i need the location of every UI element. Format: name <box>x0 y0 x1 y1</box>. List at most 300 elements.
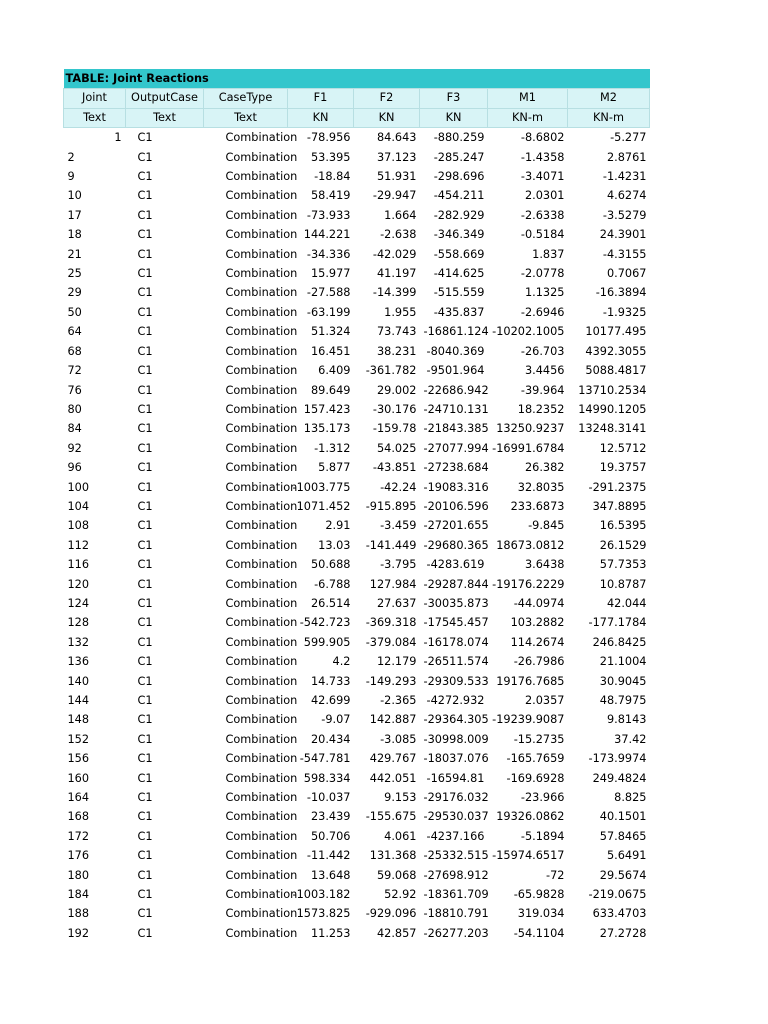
cell-casetype: Combination <box>225 616 298 630</box>
cell-outputcase: C1 <box>137 635 153 649</box>
cell-outputcase: C1 <box>137 150 153 164</box>
cell-m2: 246.8425 <box>592 635 647 649</box>
cell-outputcase: C1 <box>137 267 153 281</box>
cell-outputcase: C1 <box>137 189 153 203</box>
cell-m2: -16.3894 <box>595 286 647 300</box>
cell-m2: 4392.3055 <box>585 344 647 358</box>
cell-f2: 9.153 <box>384 791 417 805</box>
cell-joint: 136 <box>67 655 90 669</box>
cell-casetype: Combination <box>225 926 298 940</box>
cell-m1: -26.7986 <box>513 655 565 669</box>
cell-outputcase: C1 <box>137 771 153 785</box>
cell-m1: -15974.6517 <box>492 849 565 863</box>
cell-m1: -169.6928 <box>506 771 565 785</box>
cell-m2: 26.1529 <box>599 538 647 552</box>
cell-outputcase: C1 <box>137 829 153 843</box>
cell-m1: 18.2352 <box>517 402 565 416</box>
table-row <box>64 400 650 419</box>
cell-casetype: Combination <box>225 267 298 281</box>
table-row <box>64 633 650 652</box>
column-header-f2: F2 <box>354 89 420 108</box>
cell-m1: -39.964 <box>520 383 565 397</box>
cell-m2: 21.1004 <box>599 655 647 669</box>
cell-f2: -29.947 <box>372 189 417 203</box>
cell-f1: 135.173 <box>303 422 351 436</box>
cell-joint: 100 <box>67 480 90 494</box>
table-row <box>64 924 650 943</box>
cell-f3: -17545.457 <box>423 616 489 630</box>
table-row <box>64 186 650 205</box>
cell-f2: -30.176 <box>372 402 417 416</box>
cell-m1: 19326.0862 <box>496 810 565 824</box>
cell-m2: 24.3901 <box>599 228 647 242</box>
table-row <box>64 283 650 302</box>
cell-outputcase: C1 <box>137 888 153 902</box>
cell-joint: 104 <box>67 499 90 513</box>
cell-f3: -880.259 <box>433 131 485 145</box>
cell-f3: -298.696 <box>433 170 485 184</box>
cell-joint: 132 <box>67 635 90 649</box>
cell-joint: 116 <box>67 558 90 572</box>
table-row <box>64 866 650 885</box>
cell-m2: 13710.2534 <box>578 383 647 397</box>
cell-f1: 13.03 <box>318 538 351 552</box>
cell-f3: -16594.81 <box>426 771 485 785</box>
cell-outputcase: C1 <box>137 674 153 688</box>
cell-casetype: Combination <box>225 131 298 145</box>
cell-joint: 64 <box>67 325 82 339</box>
cell-f3: -29364.305 <box>423 713 489 727</box>
cell-joint: 29 <box>67 286 82 300</box>
cell-joint: 140 <box>67 674 90 688</box>
column-header-row <box>64 89 650 108</box>
cell-f3: -27201.655 <box>423 519 489 533</box>
cell-m2: 347.8895 <box>592 499 647 513</box>
cell-casetype: Combination <box>225 441 298 455</box>
cell-f2: 4.061 <box>384 829 417 843</box>
cell-m2: 42.044 <box>606 596 647 610</box>
table-row <box>64 672 650 691</box>
cell-m2: 40.1501 <box>599 810 647 824</box>
cell-f3: -346.349 <box>433 228 485 242</box>
cell-outputcase: C1 <box>137 286 153 300</box>
cell-m1: 2.0301 <box>524 189 565 203</box>
cell-outputcase: C1 <box>137 655 153 669</box>
cell-f2: 38.231 <box>376 344 417 358</box>
cell-f1: 1573.825 <box>296 907 351 921</box>
cell-m2: -177.1784 <box>588 616 647 630</box>
cell-joint: 25 <box>67 267 82 281</box>
cell-f3: -20106.596 <box>423 499 489 513</box>
cell-f3: -285.247 <box>433 150 485 164</box>
cell-joint: 124 <box>67 596 90 610</box>
cell-outputcase: C1 <box>137 344 153 358</box>
cell-f2: 59.068 <box>376 868 417 882</box>
cell-outputcase: C1 <box>137 558 153 572</box>
cell-f1: 50.706 <box>310 829 351 843</box>
cell-joint: 9 <box>67 170 75 184</box>
cell-m1: -65.9828 <box>513 888 565 902</box>
cell-m2: 10.8787 <box>599 577 647 591</box>
cell-f3: -24710.131 <box>423 402 489 416</box>
cell-f1: 2.91 <box>325 519 351 533</box>
cell-joint: 188 <box>67 907 90 921</box>
cell-casetype: Combination <box>225 422 298 436</box>
column-header-f3: F3 <box>420 89 488 108</box>
cell-f2: -2.638 <box>380 228 417 242</box>
unit-header-f3: KN <box>420 108 488 127</box>
cell-m2: 27.2728 <box>599 926 647 940</box>
cell-m2: -1.4231 <box>602 170 647 184</box>
cell-joint: 112 <box>67 538 90 552</box>
cell-f1: -34.336 <box>306 247 351 261</box>
cell-f1: -1003.775 <box>292 480 351 494</box>
cell-joint: 192 <box>67 926 90 940</box>
cell-f3: -22686.942 <box>423 383 489 397</box>
cell-casetype: Combination <box>225 247 298 261</box>
table-row <box>64 148 650 167</box>
table-row <box>64 613 650 632</box>
cell-f2: 12.179 <box>376 655 417 669</box>
cell-joint: 160 <box>67 771 90 785</box>
table-row <box>64 710 650 729</box>
cell-m1: -19176.2229 <box>492 577 565 591</box>
unit-header-row <box>64 108 650 127</box>
cell-casetype: Combination <box>225 694 298 707</box>
cell-m1: -9.845 <box>528 519 565 533</box>
cell-outputcase: C1 <box>137 791 153 805</box>
cell-casetype: Combination <box>225 849 298 863</box>
table-row <box>64 264 650 283</box>
cell-f2: -42.029 <box>372 247 417 261</box>
cell-joint: 17 <box>67 208 82 222</box>
cell-f3: -18361.709 <box>423 888 489 902</box>
cell-f1: -1.312 <box>314 441 351 455</box>
cell-f3: -27077.994 <box>423 441 489 455</box>
cell-casetype: Combination <box>225 499 298 513</box>
cell-m1: -16991.6784 <box>492 441 565 455</box>
cell-m1: -2.6338 <box>520 208 565 222</box>
cell-outputcase: C1 <box>137 305 153 319</box>
cell-joint: 2 <box>67 150 75 164</box>
cell-joint: 21 <box>67 247 82 261</box>
cell-m1: -54.1104 <box>513 926 565 940</box>
cell-f2: 52.92 <box>384 888 417 902</box>
cell-casetype: Combination <box>225 791 298 805</box>
cell-f1: -78.956 <box>306 131 351 145</box>
cell-outputcase: C1 <box>137 364 153 378</box>
table-row <box>64 497 650 516</box>
cell-casetype: Combination <box>225 635 298 649</box>
column-header-casetype: CaseType <box>204 89 288 108</box>
cell-f2: -369.318 <box>365 616 417 630</box>
cell-outputcase: C1 <box>137 616 153 630</box>
cell-f2: -379.084 <box>365 635 417 649</box>
cell-casetype: Combination <box>225 577 298 591</box>
cell-f3: -454.211 <box>433 189 485 203</box>
cell-casetype: Combination <box>225 519 298 533</box>
cell-f2: 1.664 <box>384 208 417 222</box>
cell-m1: 1.837 <box>532 247 565 261</box>
cell-casetype: Combination <box>225 189 298 203</box>
cell-f3: -282.929 <box>433 208 485 222</box>
column-header-joint: Joint <box>64 89 126 108</box>
cell-outputcase: C1 <box>137 926 153 940</box>
cell-f2: -149.293 <box>365 674 417 688</box>
cell-outputcase: C1 <box>137 752 153 766</box>
cell-f1: 13.648 <box>310 868 351 882</box>
cell-f1: 53.395 <box>310 150 351 164</box>
cell-f2: 131.368 <box>369 849 417 863</box>
cell-f3: -29176.032 <box>423 791 489 805</box>
cell-f1: 15.977 <box>310 267 351 281</box>
cell-m2: 37.42 <box>614 732 647 746</box>
cell-f3: -25332.515 <box>423 849 489 863</box>
cell-outputcase: C1 <box>137 849 153 863</box>
cell-f2: 42.857 <box>376 926 417 940</box>
cell-f2: 37.123 <box>376 150 417 164</box>
table-row <box>64 322 650 341</box>
cell-m2: 8.825 <box>614 791 647 805</box>
cell-f3: -16861.124 <box>423 325 489 339</box>
cell-f3: -414.625 <box>433 267 485 281</box>
cell-m1: -23.966 <box>520 791 565 805</box>
cell-joint: 18 <box>67 228 82 242</box>
cell-f2: 442.051 <box>369 771 417 785</box>
cell-f2: 73.743 <box>376 325 417 339</box>
cell-f3: -4272.932 <box>426 694 485 707</box>
cell-joint: 96 <box>67 461 82 475</box>
cell-f1: -6.788 <box>314 577 351 591</box>
cell-f3: -26511.574 <box>423 655 489 669</box>
cell-casetype: Combination <box>225 208 298 222</box>
cell-m2: 16.5395 <box>599 519 647 533</box>
cell-f3: -29309.533 <box>423 674 489 688</box>
table-row <box>64 303 650 322</box>
cell-f3: -19083.316 <box>423 480 489 494</box>
cell-f3: -8040.369 <box>426 344 485 358</box>
cell-m1: 18673.0812 <box>496 538 565 552</box>
cell-f3: -4283.619 <box>426 558 485 572</box>
cell-m2: 249.4824 <box>592 771 647 785</box>
cell-f2: 29.002 <box>376 383 417 397</box>
cell-m2: 57.7353 <box>599 558 647 572</box>
column-header-outputcase: OutputCase <box>126 89 204 108</box>
cell-joint: 168 <box>67 810 90 824</box>
cell-joint: 120 <box>67 577 90 591</box>
cell-casetype: Combination <box>225 713 298 727</box>
cell-outputcase: C1 <box>137 810 153 824</box>
cell-m2: 19.3757 <box>599 461 647 475</box>
table-row <box>64 381 650 400</box>
cell-f3: -21843.385 <box>423 422 489 436</box>
cell-joint: 84 <box>67 422 82 436</box>
cell-f2: 127.984 <box>369 577 417 591</box>
table-row <box>64 691 650 710</box>
cell-m2: 12.5712 <box>599 441 647 455</box>
cell-outputcase: C1 <box>137 247 153 261</box>
table-row <box>64 225 650 244</box>
table-row <box>64 342 650 361</box>
cell-f2: -14.399 <box>372 286 417 300</box>
table-row <box>64 167 650 186</box>
cell-m1: 2.0357 <box>524 694 565 707</box>
cell-f2: -2.365 <box>380 694 417 707</box>
cell-m2: 29.5674 <box>599 868 647 882</box>
cell-m1: -3.4071 <box>520 170 565 184</box>
cell-f1: 14.733 <box>310 674 351 688</box>
unit-header-f1: KN <box>288 108 354 127</box>
cell-f1: 5.877 <box>318 461 351 475</box>
cell-f3: -558.669 <box>433 247 485 261</box>
cell-joint: 68 <box>67 344 82 358</box>
cell-joint: 184 <box>67 888 90 902</box>
cell-f2: -361.782 <box>365 364 417 378</box>
cell-m2: 2.8761 <box>606 150 647 164</box>
cell-casetype: Combination <box>225 383 298 397</box>
cell-outputcase: C1 <box>137 596 153 610</box>
table-row <box>64 536 650 555</box>
cell-joint: 80 <box>67 402 82 416</box>
cell-f1: 50.688 <box>310 558 351 572</box>
cell-casetype: Combination <box>225 752 298 766</box>
cell-f3: -27698.912 <box>423 868 489 882</box>
cell-m1: 114.2674 <box>510 635 565 649</box>
cell-casetype: Combination <box>225 655 298 669</box>
cell-casetype: Combination <box>225 674 298 688</box>
table-row <box>64 478 650 497</box>
table-row <box>64 807 650 826</box>
cell-joint: 152 <box>67 732 90 746</box>
cell-f1: 16.451 <box>310 344 351 358</box>
cell-f1: 26.514 <box>310 596 351 610</box>
cell-f2: 41.197 <box>376 267 417 281</box>
cell-f1: 144.221 <box>303 228 351 242</box>
unit-header-f2: KN <box>354 108 420 127</box>
table-row <box>64 419 650 438</box>
cell-m1: 233.6873 <box>510 499 565 513</box>
cell-joint: 92 <box>67 441 82 455</box>
table-row <box>64 904 650 923</box>
cell-f3: -27238.684 <box>423 461 489 475</box>
table-row <box>64 730 650 749</box>
cell-m2: -219.0675 <box>588 888 647 902</box>
cell-f2: 84.643 <box>376 131 417 145</box>
unit-header-m1: KN-m <box>488 108 568 127</box>
cell-casetype: Combination <box>225 461 298 475</box>
cell-m2: 633.4703 <box>592 907 647 921</box>
cell-casetype: Combination <box>225 305 298 319</box>
cell-m1: 103.2882 <box>510 616 565 630</box>
cell-f2: -3.085 <box>380 732 417 746</box>
cell-m1: 319.034 <box>517 907 565 921</box>
cell-f2: -3.459 <box>380 519 417 533</box>
cell-joint: 1 <box>114 131 122 145</box>
cell-joint: 72 <box>67 364 82 378</box>
table-row <box>64 846 650 865</box>
table-row <box>64 749 650 768</box>
cell-f1: 23.439 <box>310 810 351 824</box>
cell-casetype: Combination <box>225 732 298 746</box>
cell-outputcase: C1 <box>137 519 153 533</box>
cell-m1: -165.7659 <box>506 752 565 766</box>
cell-f1: 157.423 <box>303 402 351 416</box>
cell-f2: -3.795 <box>380 558 417 572</box>
cell-m2: -4.3155 <box>602 247 647 261</box>
cell-outputcase: C1 <box>137 208 153 222</box>
cell-casetype: Combination <box>225 286 298 300</box>
cell-f1: -1003.182 <box>292 888 351 902</box>
cell-f1: -63.199 <box>306 305 351 319</box>
table-row <box>64 128 650 148</box>
cell-m2: -3.5279 <box>602 208 647 222</box>
cell-f1: -18.84 <box>314 170 351 184</box>
cell-m1: 3.6438 <box>524 558 565 572</box>
cell-f3: -30035.873 <box>423 596 489 610</box>
cell-m1: 3.4456 <box>524 364 565 378</box>
cell-joint: 108 <box>67 519 90 533</box>
cell-f2: 142.887 <box>369 713 417 727</box>
cell-f3: -29287.844 <box>423 577 489 591</box>
cell-m1: -2.0778 <box>520 267 565 281</box>
cell-m1: -5.1894 <box>520 829 565 843</box>
cell-f2: -929.096 <box>365 907 417 921</box>
cell-f1: 20.434 <box>310 732 351 746</box>
cell-outputcase: C1 <box>137 228 153 242</box>
table-row <box>64 652 650 671</box>
cell-m2: -291.2375 <box>588 480 647 494</box>
cell-joint: 176 <box>67 849 90 863</box>
cell-f1: -27.588 <box>306 286 351 300</box>
unit-header-casetype: Text <box>204 108 288 127</box>
cell-f1: -542.723 <box>299 616 351 630</box>
cell-outputcase: C1 <box>137 538 153 552</box>
cell-casetype: Combination <box>225 829 298 843</box>
cell-casetype: Combination <box>225 364 298 378</box>
cell-outputcase: C1 <box>137 422 153 436</box>
cell-joint: 156 <box>67 752 90 766</box>
table-row <box>64 827 650 846</box>
cell-casetype: Combination <box>225 868 298 882</box>
cell-outputcase: C1 <box>137 170 153 184</box>
cell-f1: -11.442 <box>306 849 351 863</box>
cell-m1: -1.4358 <box>520 150 565 164</box>
table-row <box>64 769 650 788</box>
cell-casetype: Combination <box>225 771 298 785</box>
joint-reactions-sheet <box>63 69 649 943</box>
cell-outputcase: C1 <box>137 868 153 882</box>
cell-joint: 50 <box>67 305 82 319</box>
table-row <box>64 555 650 574</box>
cell-f3: -26277.203 <box>423 926 489 940</box>
cell-f3: -4237.166 <box>426 829 485 843</box>
cell-m2: -173.9974 <box>588 752 647 766</box>
cell-f3: -18037.076 <box>423 752 489 766</box>
table-row <box>64 458 650 477</box>
cell-outputcase: C1 <box>137 402 153 416</box>
cell-joint: 10 <box>67 189 82 203</box>
cell-f2: 54.025 <box>376 441 417 455</box>
cell-casetype: Combination <box>225 907 298 921</box>
table-row <box>64 439 650 458</box>
cell-m1: -19239.9087 <box>492 713 565 727</box>
cell-f3: -9501.964 <box>426 364 485 378</box>
cell-f2: -141.449 <box>365 538 417 552</box>
cell-f1: 6.409 <box>318 364 351 378</box>
cell-f2: -43.851 <box>372 461 417 475</box>
cell-f3: -18810.791 <box>423 907 489 921</box>
table-title-row <box>64 69 650 89</box>
